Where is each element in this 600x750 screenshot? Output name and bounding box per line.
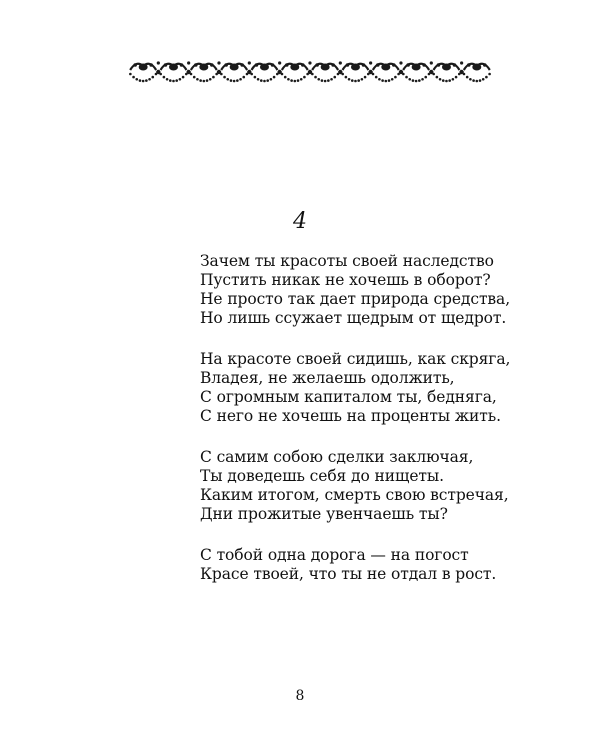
poem-line: С него не хочешь на проценты жить. [200, 407, 501, 425]
poem-line: Красе твоей, что ты не отдал в рост. [200, 565, 497, 583]
poem-line: Пустить никак не хочешь в оборот? [200, 271, 491, 289]
poem-line: Ты доведешь себя до нищеты. [200, 467, 444, 485]
stanza [200, 546, 520, 584]
poem-line: Но лишь ссужает щедрым от щедрот. [200, 309, 507, 327]
poem-line: Зачем ты красоты своей наследство [200, 252, 494, 270]
poem-line: Не просто так дает природа средства, [200, 290, 511, 308]
poem-number: 4 [293, 209, 307, 234]
poem-line: С тобой одна дорога — на погост [200, 546, 469, 564]
poem-line: Дни прожитые увенчаешь ты? [200, 505, 448, 523]
decorative-border-ornament [128, 58, 492, 86]
poem-line: На красоте своей сидишь, как скряга, [200, 350, 511, 368]
stanza [200, 252, 520, 328]
page-number: 8 [295, 688, 305, 704]
poem-line: Каким итогом, смерть свою встречая, [200, 486, 509, 504]
poem-text [200, 252, 520, 606]
poem-line: С самим собою сделки заключая, [200, 448, 474, 466]
poem-line: Владея, не желаешь одолжить, [200, 369, 455, 387]
poem-line: С огромным капиталом ты, бедняга, [200, 388, 497, 406]
stanza [200, 448, 520, 524]
stanza [200, 350, 520, 426]
